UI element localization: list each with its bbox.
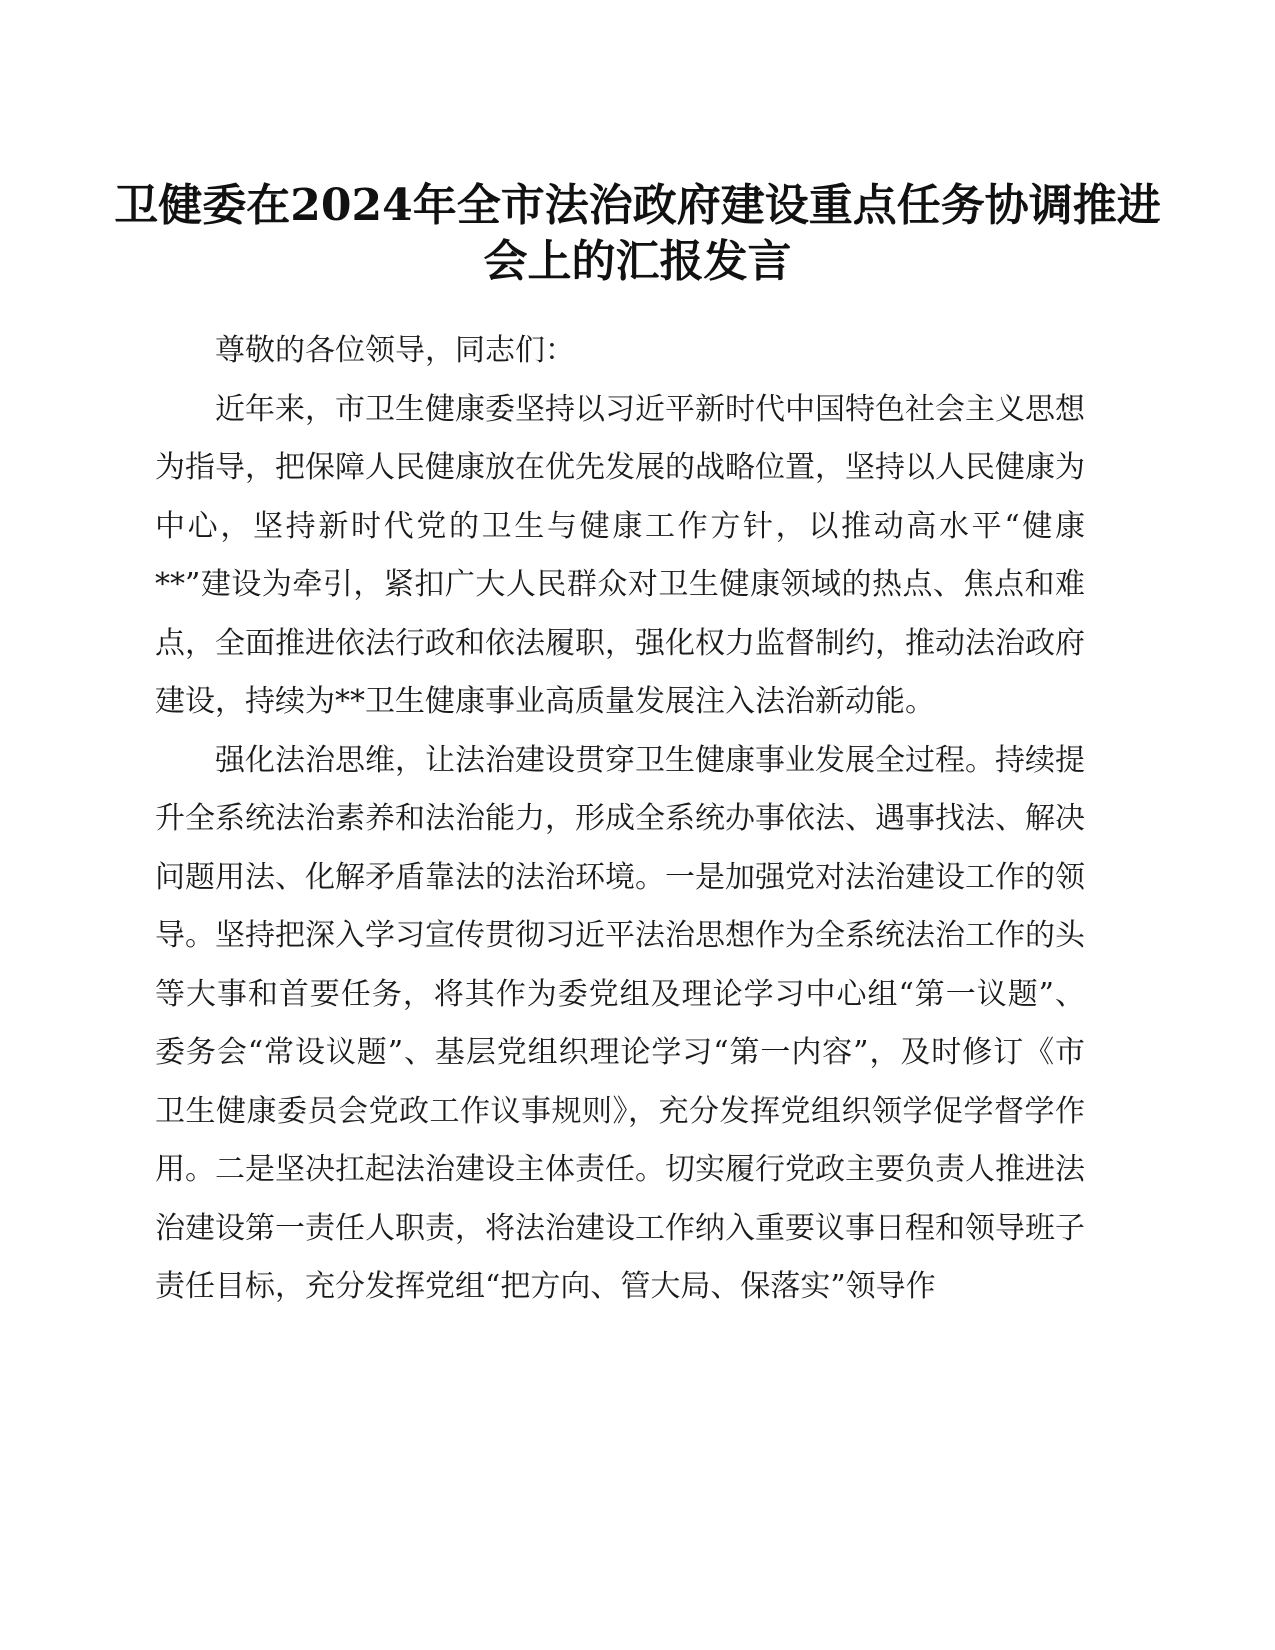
document-title: 卫健委在2024年全市法治政府建设重点任务协调推进会上的汇报发言 [114, 180, 1161, 287]
salutation: 尊敬的各位领导，同志们： [215, 333, 575, 368]
document-body [155, 322, 1085, 1317]
paragraph-rule-of-law-thinking: 强化法治思维，让法治建设贯穿卫生健康事业发展全过程。持续提升全系统法治素养和法治能力，形成全系统办事依法、遇事找法、解决问题用法、化解矛盾靠法的法治环境。一是加强党对法治建设工作的领导。坚持把深入学习宣传贯彻习近平法治思想作为全系统法治工作的头等大事和首要任务，将其作为委党组及理论学习中心组“第一议题”、委务会“常设议题”、基层党组织理论学习“第一内容”，及时修订《市卫生健康委员会党政工作议事规则》，充分发挥党组织领学促学督学作用。二是坚决扛起法治建设主体责任。切实履行党政主要负责人推进法治建设第一责任人职责，将法治建设工作纳入重要议事日程和领导班子责任目标，充分发挥党组“把方向、管大局、保落实”领导作 [155, 742, 1085, 1304]
paragraph-intro: 近年来，市卫生健康委坚持以习近平新时代中国特色社会主义思想为指导，把保障人民健康放在优先发展的战略位置，坚持以人民健康为中心，坚持新时代党的卫生与健康工作方针，以推动高水平“健康**”建设为牵引，紧扣广大人民群众对卫生健康领域的热点、焦点和难点，全面推进依法行政和依法履职，强化权力监督制约，推动法治政府建设，持续为**卫生健康事业高质量发展注入法治新动能。 [155, 391, 1085, 719]
